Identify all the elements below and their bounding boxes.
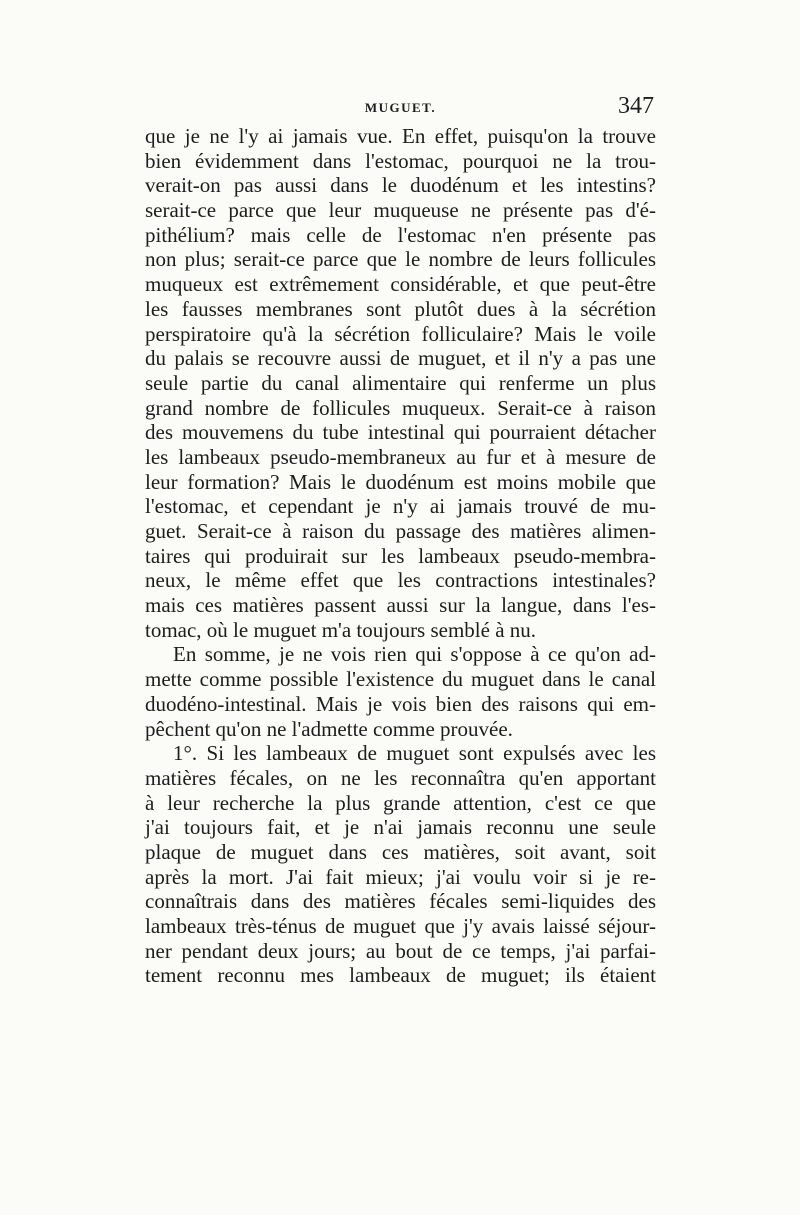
- text-line: pêchent qu'on ne l'admette comme prouvée.: [145, 716, 513, 741]
- text-line: j'ai toujours fait, et je n'ai jamais reconnu une seule: [145, 815, 656, 840]
- text-line: des mouvemens du tube intestinal qui pourraient détacher: [145, 420, 656, 445]
- text-line: bien évidemment dans l'estomac, pourquoi ne la trou-: [145, 148, 656, 173]
- text-line: mais ces matières passent aussi sur la langue, dans l'es-: [145, 593, 656, 618]
- text-line: leur formation? Mais le duodénum est moins mobile que: [145, 469, 656, 494]
- text-line: lambeaux très-ténus de muguet que j'y avais laissé séjour-: [145, 914, 656, 938]
- text-line: les lambeaux pseudo-membraneux au fur et à mesure de: [145, 444, 656, 469]
- text-line: mette comme possible l'existence du muguet dans le canal: [145, 667, 656, 692]
- text-line: ner pendant deux jours; au bout de ce temps, j'ai parfai-: [145, 938, 656, 963]
- text-line: pithélium? mais celle de l'estomac n'en présente pas: [145, 222, 656, 247]
- page-header: [145, 94, 656, 124]
- body-text: [145, 124, 656, 988]
- text-line: après la mort. J'ai fait mieux; j'ai voulu voir si je re-: [145, 864, 656, 889]
- text-line: verait-on pas aussi dans le duodénum et les intestins?: [145, 173, 656, 198]
- text-line: taires qui produirait sur les lambeaux pseudo-membra-: [145, 543, 656, 568]
- text-line: à leur recherche la plus grande attention, c'est ce que: [145, 790, 656, 815]
- text-line: tomac, où le muguet m'a toujours semblé à nu.: [145, 617, 537, 642]
- text-line: serait-ce parce que leur muqueuse ne présente pas d'é-: [145, 198, 656, 223]
- text-line: connaîtrais dans des matières fécales semi-liquides des: [145, 889, 656, 914]
- text-line: En somme, je ne vois rien qui s'oppose à ce qu'on ad-: [173, 642, 656, 667]
- text-line: muqueux est extrêmement considérable, et que peut-être: [145, 272, 656, 297]
- text-line: les fausses membranes sont plutôt dues à la sécrétion: [145, 296, 656, 321]
- text-line: seule partie du canal alimentaire qui renferme un plus: [145, 370, 656, 395]
- text-line: que je ne l'y ai jamais vue. En effet, puisqu'on la trouve: [145, 124, 656, 148]
- text-line: plaque de muguet dans ces matières, soit avant, soit: [145, 839, 656, 864]
- running-head: MUGUET.: [364, 100, 437, 115]
- text-line: grand nombre de follicules muqueux. Serait-ce à raison: [145, 395, 656, 420]
- text-line: matières fécales, on ne les reconnaîtra qu'en apportant: [145, 765, 656, 790]
- text-line: 1°. Si les lambeaux de muguet sont expulsés avec les: [173, 741, 656, 766]
- text-line: tement reconnu mes lambeaux de muguet; ils étaient: [145, 963, 656, 988]
- text-line: l'estomac, et cependant je n'y ai jamais trouvé de mu-: [145, 494, 656, 519]
- page-number: 347: [618, 93, 654, 119]
- text-line: duodéno-intestinal. Mais je vois bien des raisons qui em-: [145, 691, 656, 716]
- text-line: neux, le même effet que les contractions intestinales?: [145, 568, 656, 593]
- text-line: guet. Serait-ce à raison du passage des matières alimen-: [145, 519, 656, 543]
- text-line: non plus; serait-ce parce que le nombre de leurs follicules: [145, 247, 656, 272]
- text-line: perspiratoire qu'à la sécrétion folliculaire? Mais le voile: [145, 321, 656, 346]
- text-line: du palais se recouvre aussi de muguet, et il n'y a pas une: [145, 346, 656, 371]
